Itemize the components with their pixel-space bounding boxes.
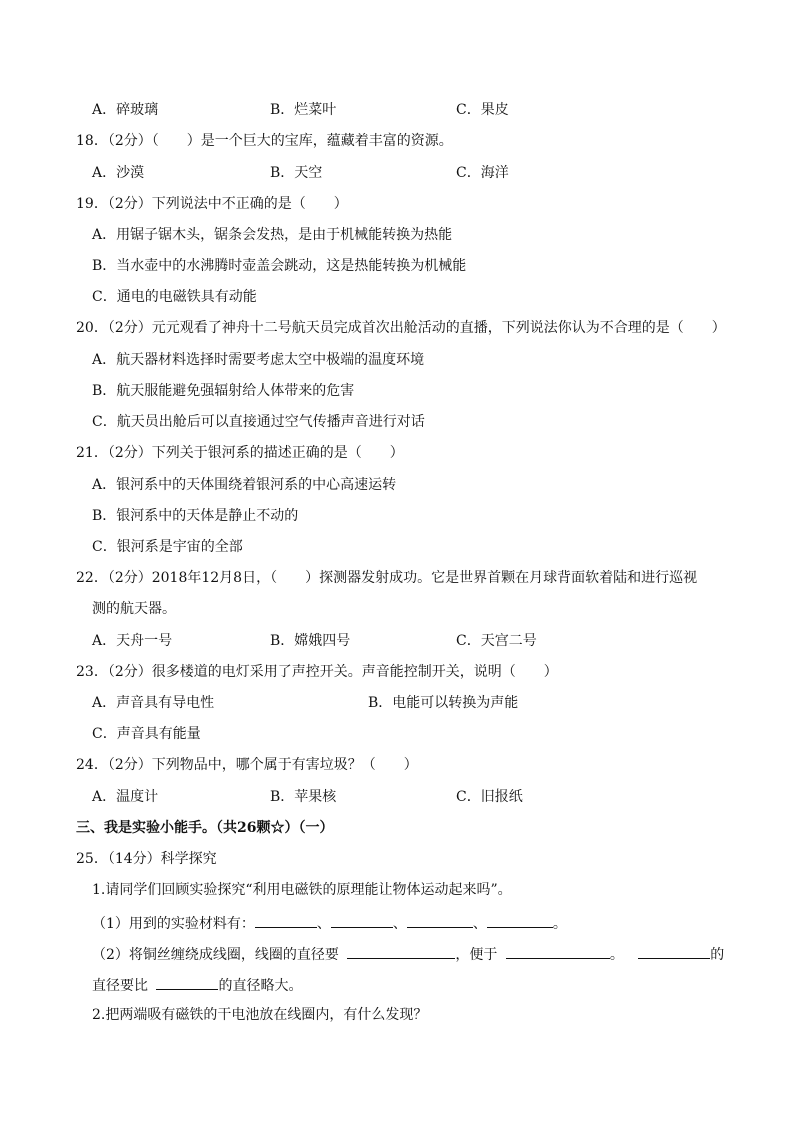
answer-blank-material-3[interactable] <box>407 913 473 928</box>
period: 。 <box>609 947 624 963</box>
q20-stem: 20．（2分）元元观看了神舟十二号航天员完成首次出舱活动的直播，下列说法你认为不合理的是（ ） <box>76 320 726 336</box>
q17-option-c: C．果皮 <box>456 102 509 118</box>
q19-option-c: C．通电的电磁铁具有动能 <box>92 289 257 305</box>
answer-blank-object[interactable] <box>638 944 710 959</box>
q25-coil-text-e: 的直径略大。 <box>218 978 303 994</box>
answer-blank-coil-diameter[interactable] <box>347 944 455 959</box>
q22-stem-line2: 测的航天器。 <box>92 601 176 617</box>
q25-coil-text-a: （2）将铜丝缠绕成线圈，线圈的直径要 <box>92 947 339 963</box>
q18-option-b: B．天空 <box>270 165 323 181</box>
q22-option-b: B．嫦娥四号 <box>270 633 351 649</box>
q23-stem: 23．（2分）很多楼道的电灯采用了声控开关。声音能控制开关，说明（ ） <box>76 664 558 680</box>
q17-option-b: B．烂菜叶 <box>270 102 337 118</box>
q25-coil-text-c: 的 <box>710 947 725 963</box>
q24-option-c: C．旧报纸 <box>456 789 523 805</box>
q24-option-b: B．苹果核 <box>270 789 337 805</box>
answer-blank-purpose[interactable] <box>506 944 610 959</box>
q22-option-c: C．天宫二号 <box>456 633 537 649</box>
q25-stem: 25．（14分）科学探究 <box>76 851 217 867</box>
period: 。 <box>552 916 567 932</box>
q22-stem-line1: 22．（2分）2018年12月8日，（ ）探测器发射成功。它是世界首颗在月球背面软着陆和进行巡视 <box>76 570 698 586</box>
answer-blank-material-4[interactable] <box>487 913 553 928</box>
q25-materials-label: （1）用到的实验材料有： <box>92 916 255 932</box>
q21-option-b: B．银河系中的天体是静止不动的 <box>92 508 299 524</box>
q20-option-c: C．航天员出舱后可以直接通过空气传播声音进行对话 <box>92 414 425 430</box>
q22-option-a: A．天舟一号 <box>92 633 173 649</box>
q25-coil-line <box>92 944 724 964</box>
separator: 、 <box>316 916 331 932</box>
answer-blank-material-2[interactable] <box>331 913 393 928</box>
q24-option-a: A．温度计 <box>92 789 159 805</box>
separator: 、 <box>392 916 407 932</box>
q18-option-c: C．海洋 <box>456 165 509 181</box>
answer-blank-compare[interactable] <box>156 975 218 990</box>
q23-option-a: A．声音具有导电性 <box>92 695 215 711</box>
q18-option-a: A．沙漠 <box>92 165 145 181</box>
q21-option-a: A．银河系中的天体围绕着银河系的中心高速运转 <box>92 477 397 493</box>
q17-option-a: A．碎玻璃 <box>92 102 159 118</box>
q19-stem: 19．（2分）下列说法中不正确的是（ ） <box>76 196 348 212</box>
q23-option-c: C．声音具有能量 <box>92 726 201 742</box>
q25-coil-text-b: ，便于 <box>455 947 498 963</box>
q20-option-b: B．航天服能避免强辐射给人体带来的危害 <box>92 383 355 399</box>
q25-coil-text-d: 直径要比 <box>92 978 148 994</box>
q25-materials-line <box>92 913 567 933</box>
separator: 、 <box>472 916 487 932</box>
q19-option-a: A．用锯子锯木头，锯条会发热，是由于机械能转换为热能 <box>92 227 453 243</box>
q24-stem: 24．（2分）下列物品中，哪个属于有害垃圾？（ ） <box>76 757 418 773</box>
q20-option-a: A．航天器材料选择时需要考虑太空中极端的温度环境 <box>92 352 425 368</box>
q18-stem: 18．（2分）（ ）是一个巨大的宝库，蕴藏着丰富的资源。 <box>76 133 453 149</box>
q25-part1-intro: 1.请同学们回顾实验探究“利用电磁铁的原理能让物体运动起来吗”。 <box>92 882 512 898</box>
q19-option-b: B．当水壶中的水沸腾时壶盖会跳动，这是热能转换为机械能 <box>92 258 467 274</box>
q21-stem: 21．（2分）下列关于银河系的描述正确的是（ ） <box>76 445 404 461</box>
q25-part2: 2.把两端吸有磁铁的干电池放在线圈内，有什么发现？ <box>92 1007 428 1023</box>
answer-blank-material-1[interactable] <box>255 913 317 928</box>
q21-option-c: C．银河系是宇宙的全部 <box>92 539 243 555</box>
section-heading: 三、我是实验小能手。（共26颗☆）（一） <box>76 820 334 836</box>
q23-option-b: B．电能可以转换为声能 <box>368 695 519 711</box>
q25-diameter-line <box>92 975 302 995</box>
